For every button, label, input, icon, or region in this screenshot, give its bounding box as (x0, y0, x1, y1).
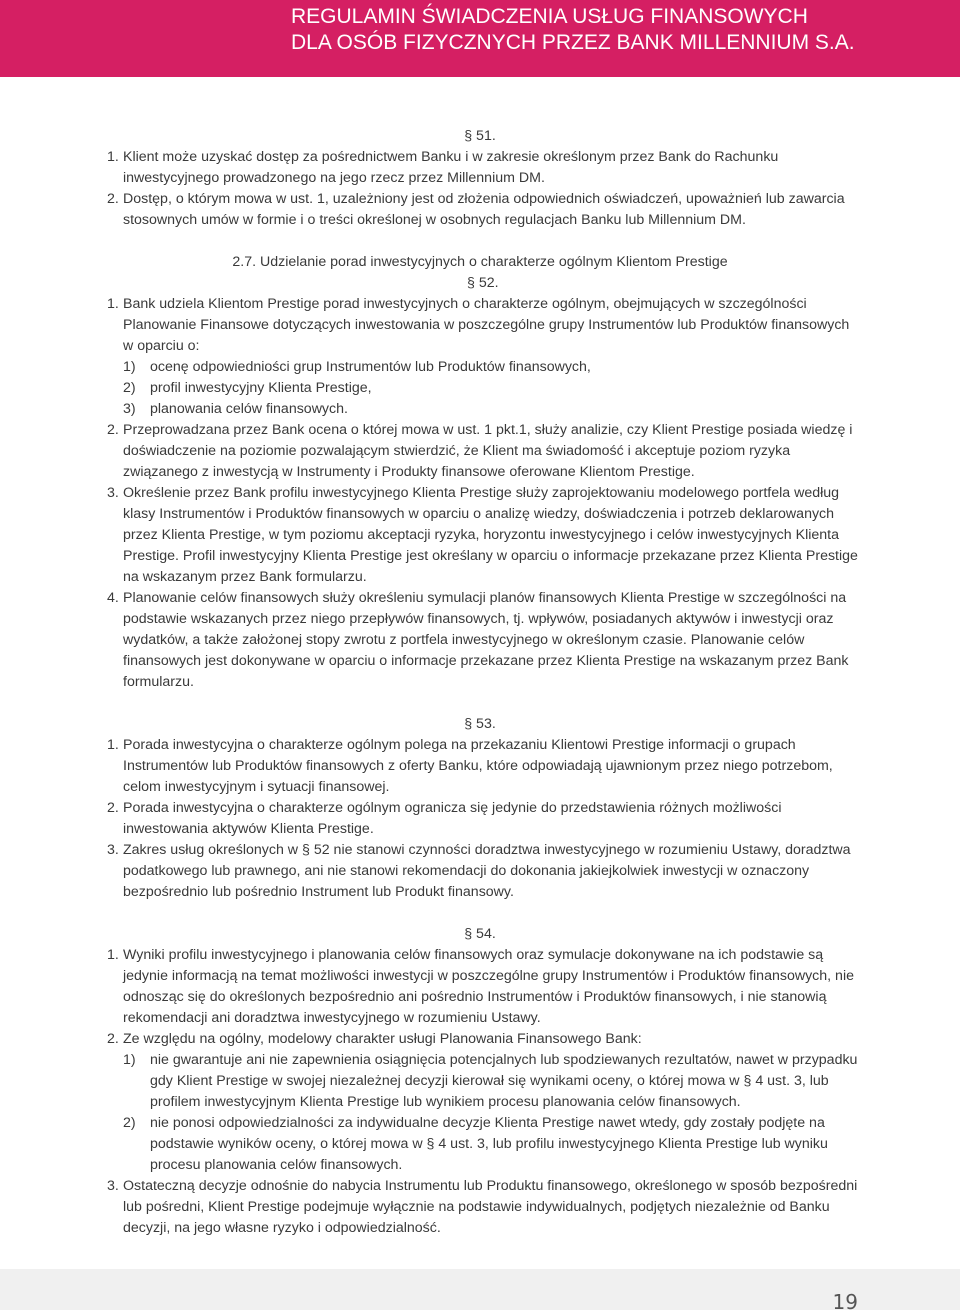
sub-list-item (0, 378, 960, 399)
section-54-title: § 54. (464, 926, 496, 942)
section-53-title: § 53. (464, 716, 496, 732)
subsection-title: 2.7. Udzielanie porad inwestycyjnych o charakterze ogólnym Klientom Prestige (232, 254, 728, 270)
list-item (0, 735, 960, 798)
list-item (0, 945, 960, 1029)
sub-item-text: planowania celów finansowych. (150, 401, 348, 417)
item-text: Dostęp, o którym mowa w ust. 1, uzależniony jest od złożenia odpowiednich oświadczeń, upoważnień lub zawarcia stosownych umów w formie i o treści określonej w osobnych regulacjach Banku lub Millennium DM. (123, 191, 845, 228)
sub-item-text: nie ponosi odpowiedzialności za indywidualne decyzje Klienta Prestige nawet wtedy, gdy zostały podjęte na podstawie wyników oceny, o której mowa w § 4 ust. 3, lub profilu inwestycyjnego Klienta Prestige lub wyniku procesu planowania celów finansowych. (150, 1115, 828, 1173)
item-number: 2. (107, 191, 119, 207)
list-item (0, 147, 960, 189)
item-text: Określenie przez Bank profilu inwestycyjnego Klienta Prestige służy zaprojektowaniu modelowego portfela według klasy Instrumentów i Produktów finansowych w oparciu o analizę wiedzy, doświadczenia i potrzeb deklarowanych przez Klienta Prestige, w tym poziomu akceptacji ryzyka, horyzontu inwestycyjnego i celów inwestycyjnych Klienta Prestige. Profil inwestycyjny Klienta Prestige jest określany w oparciu o informacje przekazane przez Klienta Prestige na wskazanym przez Bank formularzu. (123, 485, 858, 585)
header-title-line-1: REGULAMIN ŚWIADCZENIA USŁUG FINANSOWYCH (291, 5, 808, 28)
item-number: 3. (107, 1178, 119, 1194)
item-number: 1. (107, 296, 119, 312)
sub-list-item (0, 357, 960, 378)
item-number: 1. (107, 947, 119, 963)
list-item (0, 483, 960, 588)
sub-item-text: nie gwarantuje ani nie zapewnienia osiągnięcia potencjalnych lub spodziewanych rezultatów, nawet w przypadku gdy Klient Prestige w swojej niezależnej decyzji kierował się wynikami oceny, o której mowa w § 4 ust. 3, lub profilem inwestycyjnym Klienta Prestige lub wynikiem procesu planowania celów finansowych. (150, 1052, 858, 1110)
list-item (0, 588, 960, 693)
item-text: Ostateczną decyzje odnośnie do nabycia Instrumentu lub Produktu finansowego, określonego w sposób bezpośredni lub pośredni, Klient Prestige podejmuje wyłącznie na podstawie indywidualnych, podjętych niezależnie od Banku decyzji, na jego własne ryzyko i odpowiedzialność. (123, 1178, 858, 1236)
document-header (0, 0, 960, 77)
item-number: 4. (107, 590, 119, 606)
item-number: 1. (107, 737, 119, 753)
list-item (0, 1029, 960, 1050)
item-text: Przeprowadzana przez Bank ocena o której mowa w ust. 1 pkt.1, służy analizie, czy Klient Prestige posiada wiedzę i doświadczenie na poziomie pozwalającym stwierdzić, że Klient ma świadomość i akceptuje poziom ryzyka związanego z inwestycją w Instrumenty i Produkty finansowe oferowane Klientom Prestige. (123, 422, 853, 480)
item-text: Wyniki profilu inwestycyjnego i planowania celów finansowych oraz symulacje dokonywane na ich podstawie są jedynie informacją na temat możliwości inwestycji w poszczególne grupy Instrumentów i Produktów finansowych, nie odnosząc się do określonych bezpośrednio ani pośrednio Instrumentów i Produktów finansowych, i nie stanowią rekomendacji ani doradztwa inwestycyjnego w rozumieniu Ustawy. (123, 947, 854, 1026)
item-number: 1. (107, 149, 119, 165)
list-item (0, 294, 960, 357)
item-text: Porada inwestycyjna o charakterze ogólnym ogranicza się jedynie do przedstawienia różnych możliwości inwestowania aktywów Klienta Prestige. (123, 800, 782, 837)
sub-list-item (0, 1050, 960, 1113)
item-text: Planowanie celów finansowych służy określeniu symulacji planów finansowych Klienta Prestige w szczególności na podstawie wskazanych przez niego przepływów finansowych, tj. wpływów, posiadanych aktywów i inwestycji oraz wydatków, a także założonej stopy zwrotu z portfela inwestycyjnego w określonym czasie. Planowanie celów finansowych jest dokonywane w oparciu o informacje przekazane przez Klienta Prestige na wskazanym przez Bank formularzu. (123, 590, 849, 690)
list-item (0, 1176, 960, 1239)
list-item (0, 798, 960, 840)
item-number: 2. (107, 422, 119, 438)
page-number: 19 (832, 1290, 858, 1314)
sub-item-text: profil inwestycyjny Klienta Prestige, (150, 380, 372, 396)
sub-item-text: ocenę odpowiedniości grup Instrumentów lub Produktów finansowych, (150, 359, 591, 375)
sub-list-item (0, 1113, 960, 1176)
item-number: 2. (107, 1031, 119, 1047)
item-number: 3. (107, 842, 119, 858)
sub-item-number: 2) (123, 1115, 136, 1131)
sub-item-number: 3) (123, 401, 136, 417)
item-text: Bank udziela Klientom Prestige porad inwestycyjnych o charakterze ogólnym, obejmujących w szczególności Planowanie Finansowe dotyczących inwestowania w poszczególne grupy Instrumentów lub Produktów finansowych w oparciu o: (123, 296, 850, 354)
list-item (0, 840, 960, 903)
item-number: 2. (107, 800, 119, 816)
document-body (0, 126, 960, 1239)
item-text: Klient może uzyskać dostęp za pośrednictwem Banku i w zakresie określonym przez Bank do Rachunku inwestycyjnego prowadzonego na jego rzecz przez Millennium DM. (123, 149, 779, 186)
sub-item-number: 1) (123, 1052, 136, 1068)
section-52-title: § 52. (467, 275, 499, 291)
sub-item-number: 1) (123, 359, 136, 375)
sub-item-number: 2) (123, 380, 136, 396)
list-item (0, 420, 960, 483)
item-text: Porada inwestycyjna o charakterze ogólnym polega na przekazaniu Klientowi Prestige informacji o grupach Instrumentów lub Produktów finansowych z oferty Banku, które odpowiadają ujawnionym przez niego potrzebom, celom inwestycyjnym i sytuacji finansowej. (123, 737, 833, 795)
section-51-title: § 51. (464, 128, 496, 144)
item-number: 3. (107, 485, 119, 501)
item-text: Ze względu na ogólny, modelowy charakter usługi Planowania Finansowego Bank: (123, 1031, 642, 1047)
header-title-line-2: DLA OSÓB FIZYCZNYCH PRZEZ BANK MILLENNIUM S.A. (291, 31, 855, 54)
list-item (0, 189, 960, 231)
sub-list-item (0, 399, 960, 420)
page-footer (0, 1269, 960, 1314)
item-text: Zakres usług określonych w § 52 nie stanowi czynności doradztwa inwestycyjnego w rozumieniu Ustawy, doradztwa podatkowego lub prawnego, ani nie stanowi rekomendacji do dokonania jakiejkolwiek inwestycji w oznaczony bezpośrednio lub pośrednio Instrument lub Produkt finansowy. (123, 842, 851, 900)
